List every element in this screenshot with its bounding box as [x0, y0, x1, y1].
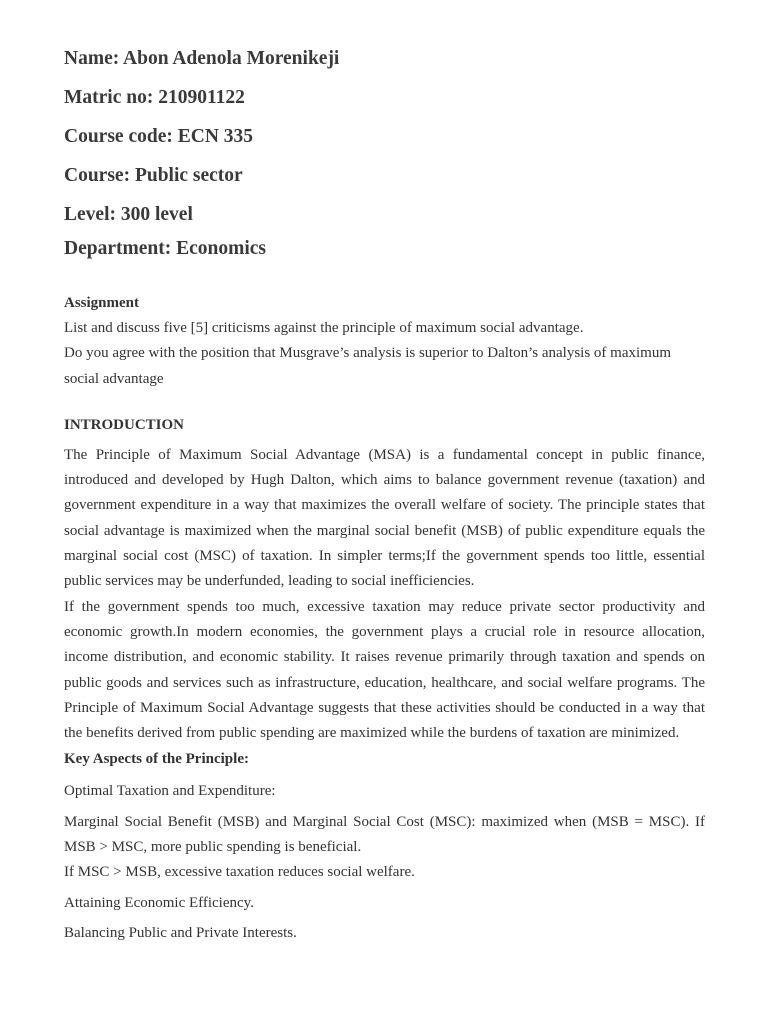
key-aspects-heading: Key Aspects of the Principle:: [64, 751, 249, 768]
student-name: Name: Abon Adenola Morenikeji: [64, 48, 340, 69]
key-aspect-balance: Balancing Public and Private Interests.: [64, 924, 297, 941]
assignment-heading: Assignment: [64, 295, 140, 311]
course-name: Course: Public sector: [64, 165, 243, 186]
student-level: Level: 300 level: [64, 204, 193, 225]
assignment-question-1: List and discuss five [5] criticisms against the principle of maximum social advantage.: [64, 320, 584, 336]
assignment-question-2: Do you agree with the position that Musgrave’s analysis is superior to Dalton’s analysis of maximum social advantage: [64, 345, 671, 387]
key-aspect-optimal: Optimal Taxation and Expenditure:: [64, 783, 276, 800]
introduction-heading: INTRODUCTION: [64, 416, 185, 433]
introduction-paragraph-2: If the government spends too much, excessive taxation may reduce private sector productivity and economic growth.In modern economies, the government plays a crucial role in resource allocation, income distribution, and economic stability. It raises revenue primarily through taxation and spends on public goods and services such as infrastructure, education, healthcare, and social welfare programs. The Principle of Maximum Social Advantage suggests that these activities should be conducted in a way that the benefits derived from public spending are maximized while the burdens of taxation are minimized.: [64, 598, 705, 742]
course-code: Course code: ECN 335: [64, 126, 254, 147]
introduction-paragraph-1: The Principle of Maximum Social Advantage (MSA) is a fundamental concept in public finance, introduced and developed by Hugh Dalton, which aims to balance government revenue (taxation) and government expenditure in a way that maximizes the overall welfare of society. The principle states that social advantage is maximized when the marginal social benefit (MSB) of public expenditure equals the marginal social cost (MSC) of taxation. In simpler terms;If the government spends too little, essential public services may be underfunded, leading to social inefficiencies.: [64, 446, 705, 590]
key-aspect-efficiency: Attaining Economic Efficiency.: [64, 894, 254, 911]
key-aspect-msc-msb: If MSC > MSB, excessive taxation reduces social welfare.: [64, 864, 415, 881]
matric-number: Matric no: 210901122: [64, 87, 245, 108]
department: Department: Economics: [64, 238, 266, 259]
key-aspect-msb-msc: Marginal Social Benefit (MSB) and Marginal Social Cost (MSC): maximized when (MSB = MSC). If MSB > MSC, more public spending is beneficial.: [64, 813, 705, 856]
